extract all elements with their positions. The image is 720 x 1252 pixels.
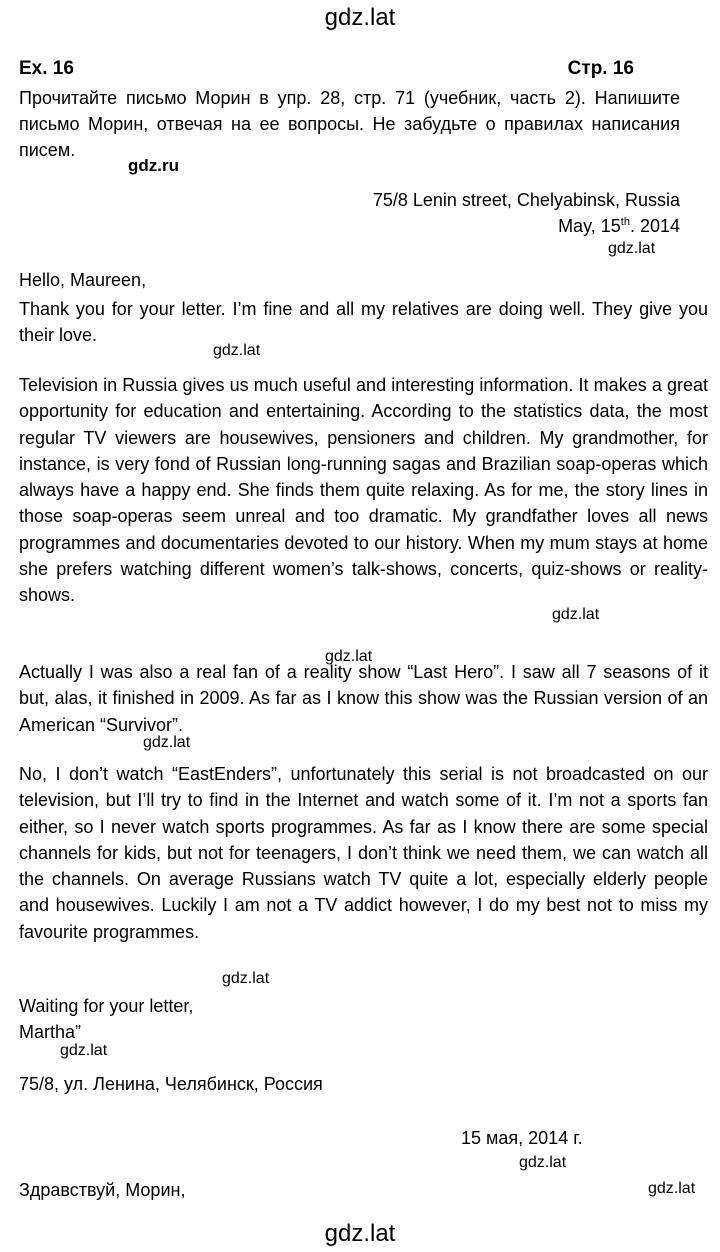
letter-closing: Waiting for your letter, [19,996,194,1016]
watermark-gdz-lat: gdz.lat [60,1042,108,1059]
watermark-gdz-lat: gdz.lat [325,648,373,665]
letter-paragraph-2: Television in Russia gives us much useful and interesting information. It makes a great opportunity for education and entertaining. According to the statistics data, the most regular TV viewers are housewives, pensioners and children. My grandmother, for instance, is very fond of Russian long-running sagas and Brazilian soap-operas which always have a happy end. She finds them quite relaxing. As for me, the story lines in those soap-operas seem unreal and too dramatic. My grandfather loves all news programmes and documentaries devoted to our history. When my mum stays at home she prefers watching different women’s talk-shows, concerts, quiz-shows or reality-shows. [19,375,708,606]
letter-greeting: Hello, Maureen, [19,270,147,290]
exercise-number: Ex. 16 [19,58,74,79]
letter-paragraph-3: Actually I was also a real fan of a reality show “Last Hero”. I saw all 7 seasons of it but, alas, it finished in 2009. As far as I know this show was the Russian version of an American “Survivor”. [19,662,708,735]
sender-address: 75/8 Lenin street, Chelyabinsk, Russia [372,190,680,210]
russian-greeting: Здравствуй, Морин, [19,1180,186,1200]
watermark-gdz-lat: gdz.lat [143,734,191,751]
watermark-gdz-lat: gdz.lat [608,240,656,257]
watermark-gdz-lat: gdz.lat [213,342,261,359]
site-header-watermark: gdz.lat [324,4,396,31]
watermark-gdz-lat: gdz.lat [519,1154,567,1171]
russian-date: 15 мая, 2014 г. [461,1128,583,1148]
letter-paragraph-1: Thank you for your letter. I’m fine and all my relatives are doing well. They give you their love. [19,299,708,346]
task-instructions: Прочитайте письмо Морин в упр. 28, стр. 71 (учебник, часть 2). Напишите письмо Морин, отвечая на ее вопросы. Не забудьте о правилах написания писем. [19,88,680,160]
watermark-gdz-lat: gdz.lat [648,1180,696,1197]
letter-paragraph-4: No, I don’t watch “EastEnders”, unfortunately this serial is not broadcasted on our television, but I’ll try to find in the Internet and watch some of it. I’m not a sports fan either, so I never watch sports programmes. As far as I know there are some special channels for kids, but not for teenagers, I don’t think we need them, we can watch all the channels. On average Russians watch TV quite a lot, especially elderly people and housewives. Luckily I am not a TV addict however, I do my best not to miss my favourite programmes. [19,764,708,942]
watermark-gdz-lat: gdz.lat [222,970,270,987]
letter-signature: Martha” [19,1022,82,1042]
page-number: Стр. 16 [567,58,634,79]
russian-address: 75/8, ул. Ленина, Челябинск, Россия [19,1074,323,1094]
watermark-gdz-lat: gdz.lat [552,606,600,623]
letter-date: May, 15th. 2014 [558,216,680,236]
site-footer-watermark: gdz.lat [324,1220,396,1247]
watermark-gdz-ru: gdz.ru [128,156,179,175]
